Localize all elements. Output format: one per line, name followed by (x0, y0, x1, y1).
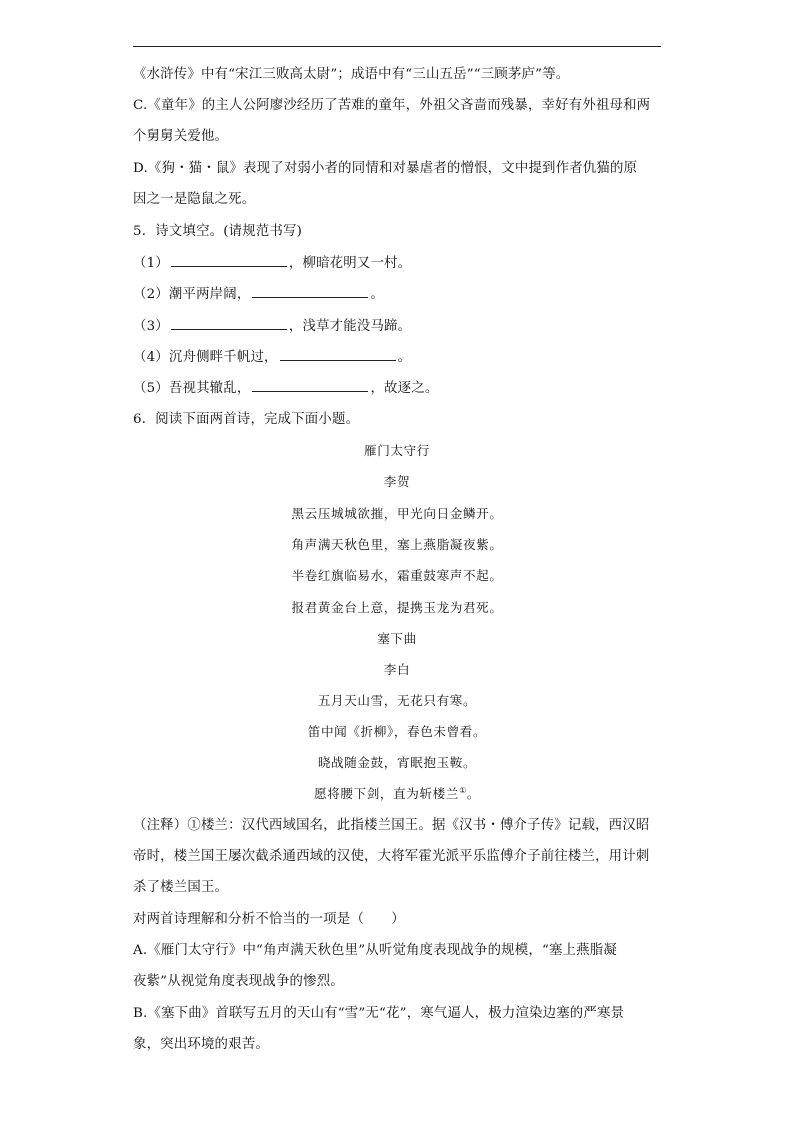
poem-1-line: 黑云压城城欲摧，甲光向日金鳞开。 (291, 506, 503, 521)
poem-2-line: 五月天山雪，无花只有寒。 (317, 693, 477, 708)
poem-1-line: 角声满天秋色里，塞上燕脂凝夜紫。 (291, 537, 503, 552)
poem-2-line-last (133, 785, 661, 803)
option-b-line-1[interactable]: B.《塞下曲》首联写五月的天山有“雪”无“花”，寒气逼人，极力渲染边塞的严寒景 (133, 1006, 625, 1021)
poem-2-line: 笛中闻《折柳》，春色未曾看。 (307, 724, 487, 739)
poem-1-title: 雁门太守行 (364, 443, 430, 458)
note-line-3: 杀了楼兰国王。 (133, 880, 229, 895)
option-a-line-1[interactable]: A.《雁门太守行》中“角声满天秋色里”从听觉角度表现战争的规模，“塞上燕脂凝 (133, 943, 617, 958)
option-d-line-2: 因之一是隐鼠之死。 (133, 192, 256, 207)
fill-item-number: （3） (133, 319, 169, 334)
fill-item-5 (133, 379, 438, 398)
poem-2-line: 愿将腰下剑，直为斩楼兰 (313, 786, 460, 801)
fill-item-2 (133, 285, 384, 304)
poem-2-title: 塞下曲 (377, 631, 417, 646)
fill-item-after: ，浅草才能没马蹄。 (288, 319, 412, 334)
option-c-line-2: 个舅舅关爱他。 (133, 129, 229, 144)
fill-item-after: 。 (370, 287, 385, 302)
fill-item-after: 。 (397, 350, 412, 365)
answer-blank[interactable] (252, 379, 368, 392)
option-d-line-1: D.《狗・猫・鼠》表现了对弱小者的同情和对暴虐者的憎恨，文中提到作者仇猫的原 (133, 161, 638, 176)
fill-item-number: （5） (133, 381, 169, 396)
note-line-1: （注释）①楼兰：汉代西域国名，此指楼兰国王。据《汉书・傅介子传》记载，西汉昭 (133, 818, 650, 833)
answer-blank[interactable] (171, 317, 287, 330)
text-line: 《水浒传》中有“宋江三败高太尉”；成语中有“三山五岳”“三顾茅庐”等。 (133, 67, 570, 82)
fill-item-before: 沉舟侧畔千帆过， (168, 350, 278, 365)
header-rule (133, 46, 661, 47)
fill-item-before: 吾视其辙乱， (168, 381, 251, 396)
question-6-stem: 对两首诗理解和分析不恰当的一项是（ ） (133, 912, 405, 927)
poem-2-line: 晓战随金鼓，宵眠抱玉鞍。 (317, 755, 477, 770)
fill-item-3 (133, 317, 411, 336)
answer-blank[interactable] (252, 285, 368, 298)
fill-item-4 (133, 348, 411, 367)
fill-item-number: （2） (133, 287, 169, 302)
poem-1-line: 报君黄金台上意，提携玉龙为君死。 (291, 600, 503, 615)
answer-blank[interactable] (171, 254, 287, 267)
fill-item-number: （1） (133, 256, 169, 271)
note-line-2: 帝时，楼兰国王屡次截杀通西域的汉使，大将军霍光派平乐监傅介子前往楼兰，用计刺 (133, 849, 650, 864)
fill-item-after: ，故逐之。 (370, 381, 439, 396)
answer-blank[interactable] (280, 348, 396, 361)
question-6-title: 6．阅读下面两首诗，完成下面小题。 (133, 412, 360, 427)
fill-item-number: （4） (133, 350, 169, 365)
option-b-line-2[interactable]: 象，突出环境的艰苦。 (133, 1037, 269, 1052)
option-a-line-2[interactable]: 夜紫”从视觉角度表现战争的惨烈。 (133, 974, 344, 989)
poem-2-author: 李白 (383, 662, 411, 677)
footnote-marker: ① (459, 785, 467, 795)
question-5-title: 5．诗文填空。(请规范书写) (133, 224, 303, 239)
poem-1-author: 李贺 (383, 474, 411, 489)
poem-2-line-end: 。 (466, 786, 481, 801)
poem-1-line: 半卷红旗临易水，霜重鼓寒声不起。 (291, 568, 503, 583)
fill-item-1 (133, 254, 411, 273)
fill-item-after: ，柳暗花明又一村。 (288, 256, 412, 271)
option-c-line-1: C.《童年》的主人公阿廖沙经历了苦难的童年，外祖父吝啬而残暴，幸好有外祖母和两 (133, 98, 651, 113)
fill-item-before: 潮平两岸阔， (168, 287, 251, 302)
